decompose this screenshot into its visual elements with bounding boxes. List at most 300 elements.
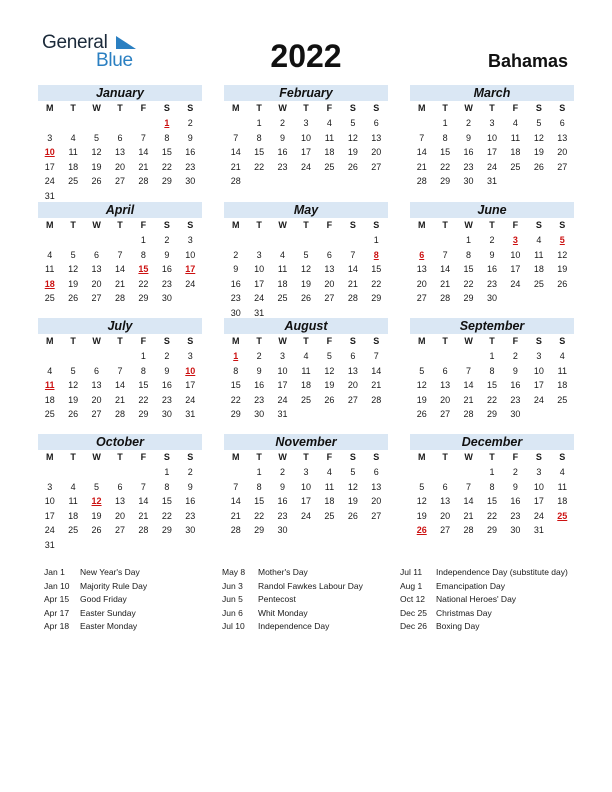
weekday-header — [410, 218, 574, 233]
day-cell: 3 — [512, 235, 518, 245]
day-cell: 23 — [161, 394, 172, 405]
day-cell: 17 — [300, 496, 311, 506]
holiday-item — [222, 580, 404, 594]
day-cell: 31 — [254, 307, 265, 318]
day-cell: 30 — [185, 525, 196, 535]
weekday-label: S — [187, 452, 194, 462]
day-cell: 26 — [557, 278, 568, 289]
day-cell: 25 — [510, 161, 521, 172]
day-cell: 15 — [230, 380, 241, 390]
day-cell: 9 — [164, 365, 170, 376]
day-cell: 5 — [326, 351, 332, 361]
day-cell: 31 — [277, 409, 288, 419]
day-cell: 10 — [533, 365, 544, 376]
empty-day-cell — [61, 233, 84, 248]
day-cell: 6 — [559, 118, 565, 128]
day-cell: 26 — [416, 525, 427, 535]
day-cell: 14 — [440, 264, 451, 274]
weekday-label: M — [417, 452, 426, 462]
day-cell: 30 — [230, 307, 241, 318]
day-cell: 11 — [277, 264, 288, 274]
week-row — [38, 480, 202, 495]
day-cell: 16 — [463, 147, 474, 157]
empty-day-cell — [108, 189, 131, 204]
day-cell: 11 — [510, 132, 521, 143]
day-cell: 22 — [486, 394, 497, 405]
day-cell: 15 — [486, 380, 497, 390]
day-cell: 8 — [164, 132, 170, 143]
week-row — [38, 378, 202, 393]
week-row — [410, 248, 574, 263]
week-row — [410, 364, 574, 379]
weekday-label: T — [303, 452, 309, 462]
day-cell: 14 — [371, 365, 382, 376]
week-row — [38, 364, 202, 379]
weekday-label: F — [512, 220, 519, 230]
day-cell: 12 — [416, 380, 427, 390]
week-row — [410, 509, 574, 524]
month-june — [410, 202, 574, 306]
holiday-date: Jul 10 — [222, 621, 245, 631]
week-row — [410, 160, 574, 175]
day-cell: 27 — [416, 293, 427, 303]
day-cell: 5 — [350, 118, 356, 128]
day-cell: 3 — [187, 235, 193, 245]
empty-day-cell — [410, 465, 433, 480]
day-cell: 10 — [300, 132, 311, 143]
day-cell: 2 — [164, 235, 170, 245]
day-cell: 27 — [324, 293, 335, 303]
day-cell: 3 — [489, 118, 495, 128]
day-cell: 16 — [161, 264, 172, 274]
day-cell: 9 — [280, 481, 286, 492]
weekday-label: W — [278, 103, 287, 113]
empty-day-cell — [38, 116, 61, 131]
weekday-label: T — [489, 220, 495, 230]
month-march — [410, 85, 574, 189]
day-cell: 29 — [486, 409, 497, 419]
day-cell: 6 — [442, 365, 448, 376]
empty-day-cell — [341, 233, 364, 248]
weekday-label: T — [256, 452, 262, 462]
empty-day-cell — [61, 465, 84, 480]
weekday-label: S — [373, 336, 380, 346]
day-cell: 26 — [300, 293, 311, 303]
day-cell: 27 — [440, 525, 451, 535]
empty-day-cell — [224, 465, 247, 480]
day-cell: 9 — [489, 249, 495, 260]
holiday-item — [222, 620, 404, 634]
month-title: February — [224, 85, 388, 101]
day-cell: 9 — [187, 481, 193, 492]
empty-day-cell — [179, 538, 202, 553]
day-cell: 10 — [277, 365, 288, 376]
week-row — [224, 465, 388, 480]
day-cell: 1 — [489, 467, 495, 477]
day-cell: 12 — [557, 249, 568, 260]
day-cell: 3 — [187, 351, 193, 361]
day-cell: 13 — [440, 380, 451, 390]
day-cell: 17 — [533, 496, 544, 506]
logo-text-blue: Blue — [96, 50, 133, 71]
day-cell: 8 — [256, 132, 262, 143]
holiday-date: Jun 5 — [222, 594, 243, 604]
day-cell: 14 — [463, 380, 474, 390]
day-cell: 8 — [256, 481, 262, 492]
day-cell: 18 — [533, 264, 544, 274]
day-cell: 22 — [230, 394, 241, 405]
empty-day-cell — [294, 174, 317, 189]
day-cell: 23 — [510, 394, 521, 405]
day-cell: 20 — [371, 147, 382, 157]
holiday-name: Easter Sunday — [80, 607, 136, 618]
empty-day-cell — [271, 233, 294, 248]
day-cell: 14 — [416, 147, 427, 157]
day-cell: 3 — [280, 351, 286, 361]
weekday-label: S — [535, 336, 542, 346]
day-cell: 14 — [138, 147, 149, 157]
empty-day-cell — [155, 189, 178, 204]
day-cell: 31 — [44, 539, 55, 550]
day-cell: 30 — [161, 409, 172, 419]
weekday-header — [224, 334, 388, 349]
weekday-label: M — [45, 452, 54, 462]
weekday-label: M — [45, 336, 54, 346]
day-cell: 1 — [140, 235, 146, 245]
day-cell: 18 — [44, 278, 55, 289]
day-cell: 10 — [185, 365, 196, 376]
day-cell: 27 — [347, 394, 358, 405]
day-cell: 4 — [326, 467, 332, 477]
day-cell: 6 — [94, 249, 100, 260]
day-cell: 6 — [326, 249, 332, 260]
weekday-label: T — [256, 103, 262, 113]
week-row — [38, 131, 202, 146]
day-cell: 31 — [44, 190, 55, 201]
holiday-column — [44, 566, 226, 634]
day-cell: 30 — [463, 176, 474, 186]
day-cell: 20 — [557, 147, 568, 157]
empty-day-cell — [365, 407, 388, 422]
day-cell: 27 — [557, 161, 568, 172]
day-cell: 24 — [486, 161, 497, 172]
empty-day-cell — [341, 407, 364, 422]
day-cell: 21 — [114, 278, 125, 289]
day-cell: 19 — [533, 147, 544, 157]
weekday-label: S — [349, 336, 356, 346]
empty-day-cell — [527, 291, 550, 306]
day-cell: 16 — [277, 496, 288, 506]
day-cell: 4 — [70, 481, 76, 492]
weekday-label: S — [349, 103, 356, 113]
day-cell: 14 — [114, 380, 125, 390]
day-cell: 5 — [70, 249, 76, 260]
day-cell: 1 — [164, 467, 170, 477]
day-cell: 26 — [533, 161, 544, 172]
day-cell: 1 — [256, 118, 262, 128]
day-cell: 22 — [463, 278, 474, 289]
day-cell: 14 — [114, 264, 125, 274]
day-cell: 16 — [185, 147, 196, 157]
day-cell: 29 — [138, 409, 149, 419]
day-cell: 25 — [44, 293, 55, 303]
day-cell: 8 — [489, 481, 495, 492]
day-cell: 8 — [140, 249, 146, 260]
holiday-name: Boxing Day — [436, 621, 480, 631]
day-cell: 13 — [91, 264, 102, 274]
day-cell: 1 — [442, 118, 448, 128]
weekday-label: W — [464, 220, 473, 230]
weekday-label: W — [92, 452, 101, 462]
week-row — [38, 248, 202, 263]
day-cell: 17 — [254, 278, 265, 289]
day-cell: 11 — [534, 249, 544, 260]
day-cell: 13 — [91, 380, 102, 390]
day-cell: 4 — [559, 467, 565, 477]
holiday-date: Apr 15 — [44, 594, 70, 604]
holiday-item — [44, 620, 226, 634]
day-cell: 16 — [230, 278, 241, 289]
weekday-label: M — [231, 220, 240, 230]
day-cell: 21 — [138, 161, 149, 172]
empty-day-cell — [132, 189, 155, 204]
day-cell: 28 — [138, 525, 149, 535]
day-cell: 24 — [300, 510, 311, 521]
holiday-date: Jul 11 — [400, 567, 423, 577]
month-november — [224, 434, 388, 538]
holiday-date: May 8 — [222, 567, 246, 577]
day-cell: 23 — [230, 293, 241, 303]
week-row — [410, 480, 574, 495]
empty-day-cell — [179, 189, 202, 204]
holiday-date: Dec 26 — [400, 621, 427, 631]
month-title: July — [38, 318, 202, 334]
weekday-label: T — [489, 336, 495, 346]
holiday-date: Jun 6 — [222, 607, 243, 618]
day-cell: 28 — [114, 293, 125, 303]
day-cell: 5 — [559, 235, 565, 245]
week-row — [224, 277, 388, 292]
month-july — [38, 318, 202, 422]
week-row — [38, 523, 202, 538]
weekday-label: M — [231, 452, 240, 462]
weekday-label: T — [117, 336, 123, 346]
empty-day-cell — [61, 349, 84, 364]
day-cell: 18 — [324, 147, 335, 157]
week-row — [224, 364, 388, 379]
day-cell: 12 — [68, 380, 79, 390]
weekday-header — [38, 218, 202, 233]
day-cell: 13 — [371, 481, 382, 492]
holiday-name: Easter Monday — [80, 621, 138, 631]
day-cell: 10 — [254, 264, 265, 274]
week-row — [224, 407, 388, 422]
day-cell: 19 — [347, 496, 358, 506]
day-cell: 27 — [371, 510, 382, 521]
month-september — [410, 318, 574, 422]
day-cell: 15 — [161, 147, 172, 157]
month-january — [38, 85, 202, 203]
weekday-header — [410, 450, 574, 465]
week-row — [410, 393, 574, 408]
day-cell: 18 — [68, 510, 79, 521]
weekday-label: T — [442, 452, 448, 462]
day-cell: 10 — [185, 249, 196, 260]
day-cell: 17 — [510, 264, 521, 274]
empty-day-cell — [527, 407, 550, 422]
day-cell: 15 — [254, 496, 265, 506]
page-title: 2022 — [270, 38, 342, 74]
holiday-name: Pentecost — [258, 594, 296, 604]
empty-day-cell — [504, 291, 527, 306]
day-cell: 7 — [233, 481, 239, 492]
weekday-label: F — [140, 103, 147, 113]
day-cell: 23 — [161, 278, 172, 289]
day-cell: 18 — [324, 496, 335, 506]
week-row — [38, 393, 202, 408]
day-cell: 9 — [256, 365, 262, 376]
day-cell: 17 — [533, 380, 544, 390]
weekday-label: S — [559, 452, 566, 462]
month-october — [38, 434, 202, 552]
day-cell: 28 — [463, 525, 474, 535]
day-cell: 12 — [533, 132, 544, 143]
holiday-column — [400, 566, 582, 634]
day-cell: 26 — [91, 525, 102, 535]
weekday-label: F — [140, 452, 147, 462]
weekday-label: T — [442, 220, 448, 230]
day-cell: 31 — [185, 409, 196, 419]
day-cell: 2 — [256, 351, 262, 361]
weekday-label: F — [326, 103, 333, 113]
weekday-header — [38, 334, 202, 349]
holiday-item — [400, 566, 582, 580]
day-cell: 9 — [512, 481, 518, 492]
day-cell: 14 — [230, 147, 241, 157]
day-cell: 23 — [254, 394, 265, 405]
day-cell: 27 — [114, 176, 125, 186]
weekday-label: T — [117, 220, 123, 230]
weekday-label: T — [117, 452, 123, 462]
day-cell: 24 — [185, 278, 196, 289]
day-cell: 12 — [68, 264, 79, 274]
day-cell: 4 — [47, 365, 53, 376]
empty-day-cell — [551, 407, 574, 422]
day-cell: 22 — [254, 510, 265, 521]
day-cell: 15 — [254, 147, 265, 157]
day-cell: 31 — [486, 176, 497, 186]
day-cell: 17 — [486, 147, 497, 157]
empty-day-cell — [551, 523, 574, 538]
month-may — [224, 202, 388, 320]
empty-day-cell — [504, 174, 527, 189]
day-cell: 7 — [140, 481, 146, 492]
week-row — [38, 277, 202, 292]
weekday-label: W — [92, 220, 101, 230]
day-cell: 1 — [140, 351, 146, 361]
day-cell: 29 — [138, 293, 149, 303]
weekday-label: T — [303, 220, 309, 230]
day-cell: 18 — [68, 161, 79, 172]
month-title: December — [410, 434, 574, 450]
day-cell: 7 — [350, 249, 356, 260]
day-cell: 21 — [440, 278, 451, 289]
weekday-label: F — [512, 336, 519, 346]
weekday-label: T — [256, 336, 262, 346]
day-cell: 24 — [300, 161, 311, 172]
empty-day-cell — [410, 233, 433, 248]
holiday-date: Dec 25 — [400, 607, 427, 618]
empty-day-cell — [341, 523, 364, 538]
day-cell: 17 — [277, 380, 288, 390]
day-cell: 19 — [68, 394, 79, 405]
weekday-header — [38, 101, 202, 116]
day-cell: 3 — [536, 351, 542, 361]
weekday-label: M — [231, 336, 240, 346]
empty-day-cell — [410, 116, 433, 131]
weekday-label: T — [70, 103, 76, 113]
weekday-label: M — [231, 103, 240, 113]
empty-day-cell — [318, 523, 341, 538]
day-cell: 21 — [114, 394, 125, 405]
empty-day-cell — [85, 116, 108, 131]
weekday-label: S — [349, 220, 356, 230]
week-row — [38, 291, 202, 306]
weekday-label: S — [163, 452, 170, 462]
day-cell: 29 — [371, 293, 382, 303]
day-cell: 8 — [140, 365, 146, 376]
day-cell: 9 — [233, 264, 239, 274]
month-title: October — [38, 434, 202, 450]
day-cell: 1 — [466, 235, 472, 245]
empty-day-cell — [410, 349, 433, 364]
day-cell: 18 — [510, 147, 521, 157]
day-cell: 21 — [138, 510, 149, 521]
day-cell: 10 — [486, 132, 497, 143]
empty-day-cell — [179, 291, 202, 306]
holiday-item — [44, 593, 226, 607]
week-row — [410, 494, 574, 509]
weekday-label: T — [70, 452, 76, 462]
logo-text-general: General — [42, 32, 108, 53]
week-row — [410, 174, 574, 189]
day-cell: 15 — [371, 264, 382, 274]
week-row — [224, 291, 388, 306]
empty-day-cell — [527, 174, 550, 189]
week-row — [410, 116, 574, 131]
weekday-label: T — [442, 336, 448, 346]
day-cell: 13 — [347, 365, 358, 376]
empty-day-cell — [38, 465, 61, 480]
day-cell: 9 — [280, 132, 286, 143]
weekday-label: S — [559, 336, 566, 346]
day-cell: 8 — [373, 249, 379, 260]
day-cell: 28 — [230, 176, 241, 186]
day-cell: 26 — [91, 176, 102, 186]
day-cell: 6 — [117, 132, 123, 143]
weekday-label: T — [489, 103, 495, 113]
day-cell: 26 — [68, 409, 79, 419]
empty-day-cell — [108, 233, 131, 248]
day-cell: 26 — [347, 161, 358, 172]
weekday-header — [224, 450, 388, 465]
holiday-name: Whit Monday — [258, 607, 308, 618]
empty-day-cell — [318, 233, 341, 248]
day-cell: 28 — [463, 409, 474, 419]
empty-day-cell — [271, 174, 294, 189]
day-cell: 4 — [536, 235, 542, 245]
empty-day-cell — [365, 174, 388, 189]
